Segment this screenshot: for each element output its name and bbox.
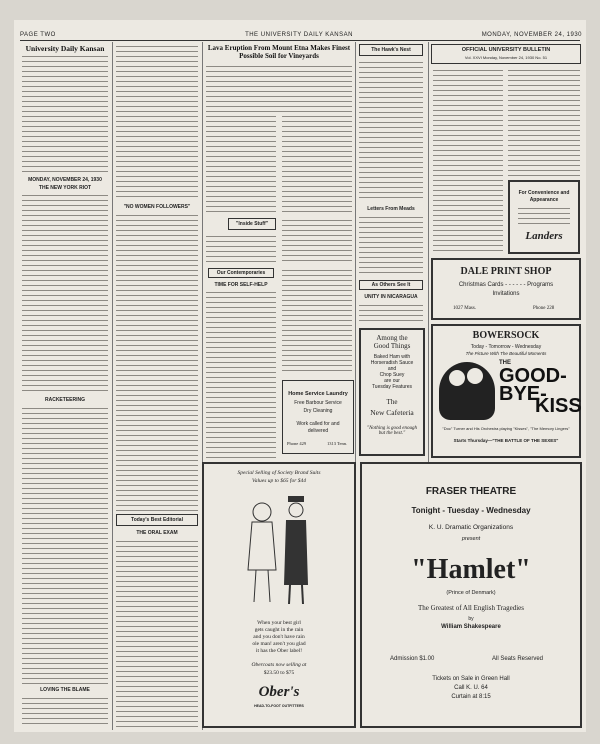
dale-print-ad: DALE PRINT SHOP Christmas Cards - - - - - - Programs Invitations 1027 Mass. Phone 228 (431, 258, 581, 320)
obers-ad: Special Selling of Society Brand Suits Values up to $65 for $44 When your best girl gets caught in the rain and you don't have rain ole man! aren't you glad it has the Ober label! Obercoats now selling at $23.50 to $75 Ober's HEAD-TO-FOOT OUTFITTERS (202, 462, 356, 728)
col2-oral-exam-head: THE ORAL EXAM (136, 530, 178, 536)
lava-col-b2 (282, 218, 352, 264)
col2-text-mid (116, 213, 198, 511)
inside-stuff-text (206, 234, 276, 264)
best-editorial-box: Today's Best Editorial (116, 514, 198, 526)
col1-text-block-3 (22, 696, 108, 728)
letters-text (359, 215, 423, 277)
letters-head: Letters From Meads (367, 206, 415, 212)
couple-in-rain-illustration (234, 490, 324, 610)
col1-loving-head: LOVING THE BLAME (40, 687, 90, 693)
col1-text-block-2 (22, 406, 108, 684)
col1-racketeering-head: RACKETEERING (44, 397, 85, 403)
lava-article (206, 64, 352, 112)
fraser-theatre-ad: FRASER THEATRE Tonight - Tuesday - Wednesday K. U. Dramatic Organizations present "Hamlet" (Prince of Denmark) The Greatest of All English Tragedies by William Shakespeare Admission $1.00 All Seats Reserved Tickets on Sale in Green Hall Call K. U. 64 Curtain at 8:15 (360, 462, 582, 728)
page-number: PAGE TWO (20, 32, 56, 38)
laundry-ad: Home Service Laundry Free Barbour Service Dry Cleaning Work called for and delivered Phone 429 1313 Tenn. (282, 380, 354, 454)
lava-col-a (206, 114, 276, 214)
landers-logo: Landers (525, 230, 563, 242)
col2-text-bottom (116, 539, 198, 728)
inside-stuff-box: "Inside Stuff" (228, 218, 276, 230)
self-help-head: TIME FOR SELF-HELP (214, 282, 268, 288)
col2-text-top (116, 44, 198, 200)
lava-col-b3 (282, 268, 352, 374)
bowersock-ad: BOWERSOCK Today - Tomorrow - Wednesday The Picture With The Beautiful Moments THE GOOD- BYE- KISS "Doc" Turner and His Orchestra playing "Kisses", "The Memory Lingers" Starts Thursday—"THE BATTLE OF THE SEXES" (431, 324, 581, 458)
contemporaries-box: Our Contemporaries (208, 268, 274, 278)
paper-name: THE UNIVERSITY DAILY KANSAN (245, 32, 353, 38)
obers-logo: Ober's (258, 684, 300, 700)
as-others-box: As Others See It (359, 280, 423, 290)
landers-ad: For Convenience and Appearance Landers (508, 180, 580, 254)
issue-date: MONDAY, NOVEMBER 24, 1930 (481, 32, 582, 38)
newspaper-page (14, 20, 586, 732)
nicaragua-text (359, 303, 423, 325)
lava-col-b (282, 114, 352, 214)
col1-editorial-head: THE NEW YORK RIOT (38, 185, 92, 191)
bulletin-header: OFFICIAL UNIVERSITY BULLETIN Vol. XXVI Monday, November 24, 1930 No. 51 (431, 44, 581, 64)
couple-illustration (439, 362, 495, 420)
cafeteria-ad: Among the Good Things Baked Ham with Horseradish Sauce and Chop Suey are our Tuesday Features The New Cafeteria "Nothing is good enough but the best." (359, 328, 425, 456)
self-help-text (206, 290, 276, 458)
lava-headline: Lava Eruption From Mount Etna Makes Finest Possible Soil for Vineyards (207, 44, 351, 60)
masthead-title: University Daily Kansan (25, 44, 105, 53)
hawks-nest-box: The Hawk's Nest (359, 44, 423, 56)
col1-dateline: MONDAY, NOVEMBER 24, 1930 (28, 177, 102, 183)
bulletin-col-b (508, 68, 580, 176)
staff-listing (22, 54, 108, 174)
hawk-text (359, 60, 423, 200)
bulletin-col-a (433, 68, 503, 254)
nicaragua-head: UNITY IN NICARAGUA (364, 294, 418, 300)
col1-text-block (22, 193, 108, 393)
col2-women-head: "NO WOMEN FOLLOWERS" (123, 204, 191, 210)
